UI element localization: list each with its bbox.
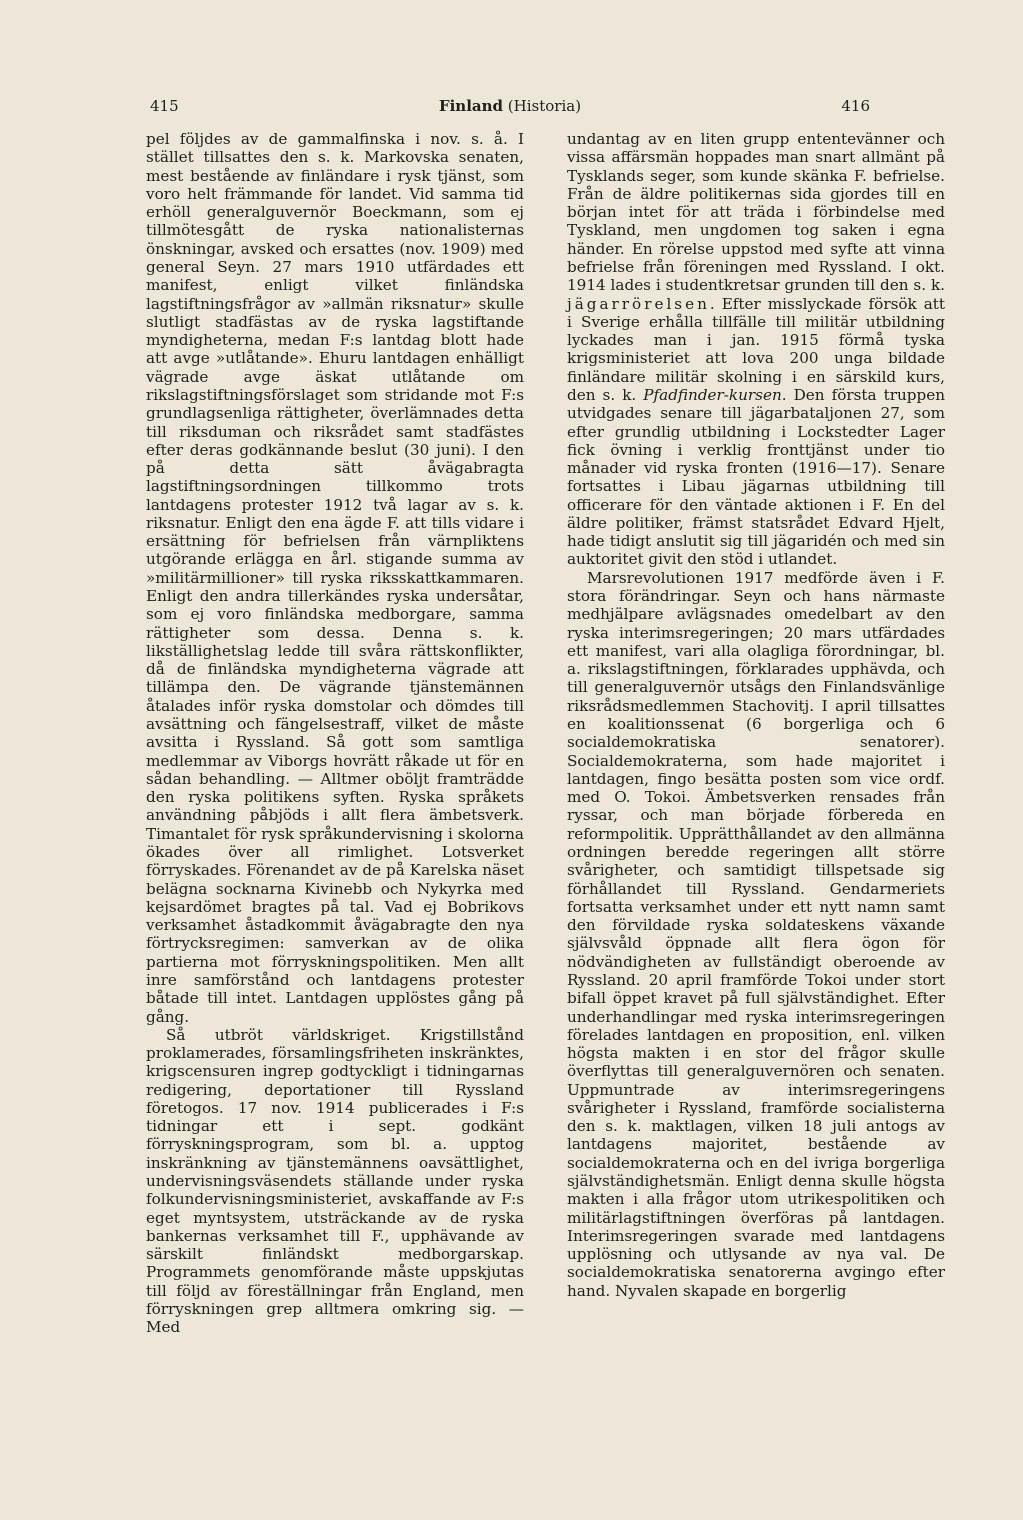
text-run: . Den första truppen utvidgades senare till jägarbataljonen 27, som efter grundlig utbildning i Lockstedter Lager fick övning i verklig fronttjänst under tio månader vid ryska fronten (1916—17). Senare fortsattes i Libau jägarnas utbildning till officerare för den väntade aktionen i F. En del äldre politiker, främst statsrådet Edvard Hjelt, hade tidigt anslutit sig till jägaridén och med sin auktoritet givit den stöd i utlandet. — [567, 385, 945, 569]
page-number-right: 416 — [841, 97, 870, 115]
paragraph: pel följdes av de gammalfinska i nov. s. å. I stället tillsattes den s. k. Markovska senaten, mest bestående av finländare i rysk tjänst, som voro helt främmande för landet. Vid samma tid erhöll generalguvernör Boeckmann, som ej tillmötesgått de ryska nationalisternas önskningar, avsked och ersattes (nov. 1909) med general Seyn. 27 mars 1910 utfärdades ett manifest, enligt vilket finländska lagstiftningsfrågor av »allmän riksnatur» skulle slutligt stadfästas av de ryska lagstiftande myndigheterna, medan F:s lantdag blott hade att avge »utlåtande». Ehuru lantdagen enhälligt vägrade avge äskat utlåtande om rikslagstiftningsförslaget som stridande mot F:s grundlagsenliga rättigheter, överlämnades detta till riksduman och riksrådet samt stadfästes efter deras godkännande beslut (30 juni). I den på detta sätt åvägabragta lagstiftningsordningen tillkommo trots lantdagens protester 1912 två lagar av s. k. riksnatur. Enligt den ena ägde F. att tills vidare i ersättning för befrielsen från värnpliktens utgörande erlägga en årl. stigande summa av »militärmillioner» till ryska riksskattkammaren. Enligt den andra tillerkändes ryska undersåtar, som ej voro finländska medborgare, samma rättigheter som dessa. Denna s. k. likställighetslag ledde till svåra rättskonflikter, då de finländska myndigheterna vägrade att tillämpa den. De vägrande tjänstemännen åtalades inför ryska domstolar och dömdes till avsättning och fängelsestraff, vilket de måste avsitta i Ryssland. Så gott som samtliga medlemmar av Viborgs hovrätt råkade ut för en sådan behandling. — Alltmer oböljt framträdde den ryska politikens syften. Ryska språkets användning påbjöds i allt flera ämbetsverk. Timantalet för rysk språkundervisning i skolorna ökades över all rimlighet. Lotsverket förryskades. Förenandet av de på Karelska näset belägna socknarna Kivinebb och Nykyrka med kejsardömet bragtes på tal. Vad ej Bobrikovs verksamhet åstadkommit åvägabragte den nya förtrycksregimen: samverkan av de olika partierna mot förryskningspolitiken. Men allt inre samförstånd och lantdagens protester båtade till intet. Lantdagen upplöstes gång på gång. — [146, 130, 524, 1026]
italic-term: Pfadfinder-kursen — [643, 385, 782, 404]
running-title — [150, 97, 870, 115]
text-run: . Efter misslyckade försök att i Sverige erhålla tillfälle till militär utbildning lyckades man i jan. 1915 förmå tyska krigsministeriet att lova 200 unga bildade finländare militär skolning i en särskild kurs, den s. k. — [567, 294, 945, 404]
spaced-term: jägarrörelsen — [567, 294, 710, 313]
paragraph — [567, 130, 945, 569]
text-run: undantag av en liten grupp ententevänner och vissa affärsmän hoppades man snart allmänt på Tysklands seger, som kunde skänka F. befrielse. Från de äldre politikernas sida gjordes till en början intet för att träda i förbindelse med Tyskland, men ungdomen tog saken i egna händer. En rörelse uppstod med syfte att vinna befrielse från föreningen med Ryssland. I okt. 1914 lades i studentkretsar grunden till den s. k. — [567, 130, 945, 295]
page-header — [150, 97, 870, 121]
text-column-left — [146, 130, 524, 1337]
paragraph: Marsrevolutionen 1917 medförde även i F. stora förändringar. Seyn och hans närmaste medhjälpare avlägsnades omedelbart av den ryska interimsregeringen; 20 mars utfärdades ett manifest, vari alla olagliga förordningar, bl. a. rikslagstiftningen, förklarades upphävda, och till generalguvernör utsågs den Finlandsvänlige riksrådsmedlemmen Stachovitj. I april tillsattes en koalitionssenat (6 borgerliga och 6 socialdemokratiska senatorer). Socialdemokraterna, som hade majoritet i lantdagen, fingo besätta posten som vice ordf. med O. Tokoi. Ämbetsverken rensades från ryssar, och man började förbereda en reformpolitik. Upprätthållandet av den allmänna ordningen beredde regeringen allt större svårigheter, och samtidigt tillspetsade sig förhållandet till Ryssland. Gendarmeriets fortsatta verksamhet under ett nytt namn samt den förvildade ryska soldateskens växande självsvåld öppnade allt flera ögon för nödvändigheten av fullständigt oberoende av Ryssland. 20 april framförde Tokoi under stort bifall öppet kravet på full självständighet. Efter underhandlingar med ryska interimsregeringen förelades lantdagen en proposition, enl. vilken högsta makten i en stor del frågor skulle överflyttas till generalguvernören och senaten. Uppmuntrade av interimsregeringens svårigheter i Ryssland, framförde socialisterna den s. k. maktlagen, vilken 18 juli antogs av lantdagens majoritet, bestående av socialdemokraterna och en del ivriga borgerliga självständighetsmän. Enligt denna skulle högsta makten i alla frågor utom utrikespolitiken och militärlagstiftningen överföras på lantdagen. Interimsregeringen svarade med lantdagens upplösning och utlysande av nya val. De socialdemokratiska senatorerna avgingo efter hand. Nyvalen skapade en borgerlig — [567, 568, 945, 1300]
page-number-left: 415 — [150, 97, 179, 115]
text-column-right — [567, 130, 945, 1300]
running-title-main: Finland — [438, 97, 504, 115]
paragraph: Så utbröt världskriget. Krigstillstånd proklamerades, församlingsfriheten inskränktes, krigscensuren ingrep godtyckligt i tidningarnas redigering, deportationer till Ryssland företogos. 17 nov. 1914 publicerades i F:s tidningar ett i sept. godkänt förryskningsprogram, som bl. a. upptog inskränkning av tjänstemännens oavsättlighet, undervisningsväsendets ställande under ryska folkundervisningsministeriet, avskaffande av F:s eget myntsystem, utsträckande av de ryska bankernas verksamhet till F., upphävande av särskilt finländskt medborgarskap. Programmets genomförande måste uppskjutas till följd av föreställningar från England, men förryskningen grep alltmera omkring sig. — Med — [146, 1025, 524, 1337]
running-title-section: (Historia) — [507, 97, 582, 115]
